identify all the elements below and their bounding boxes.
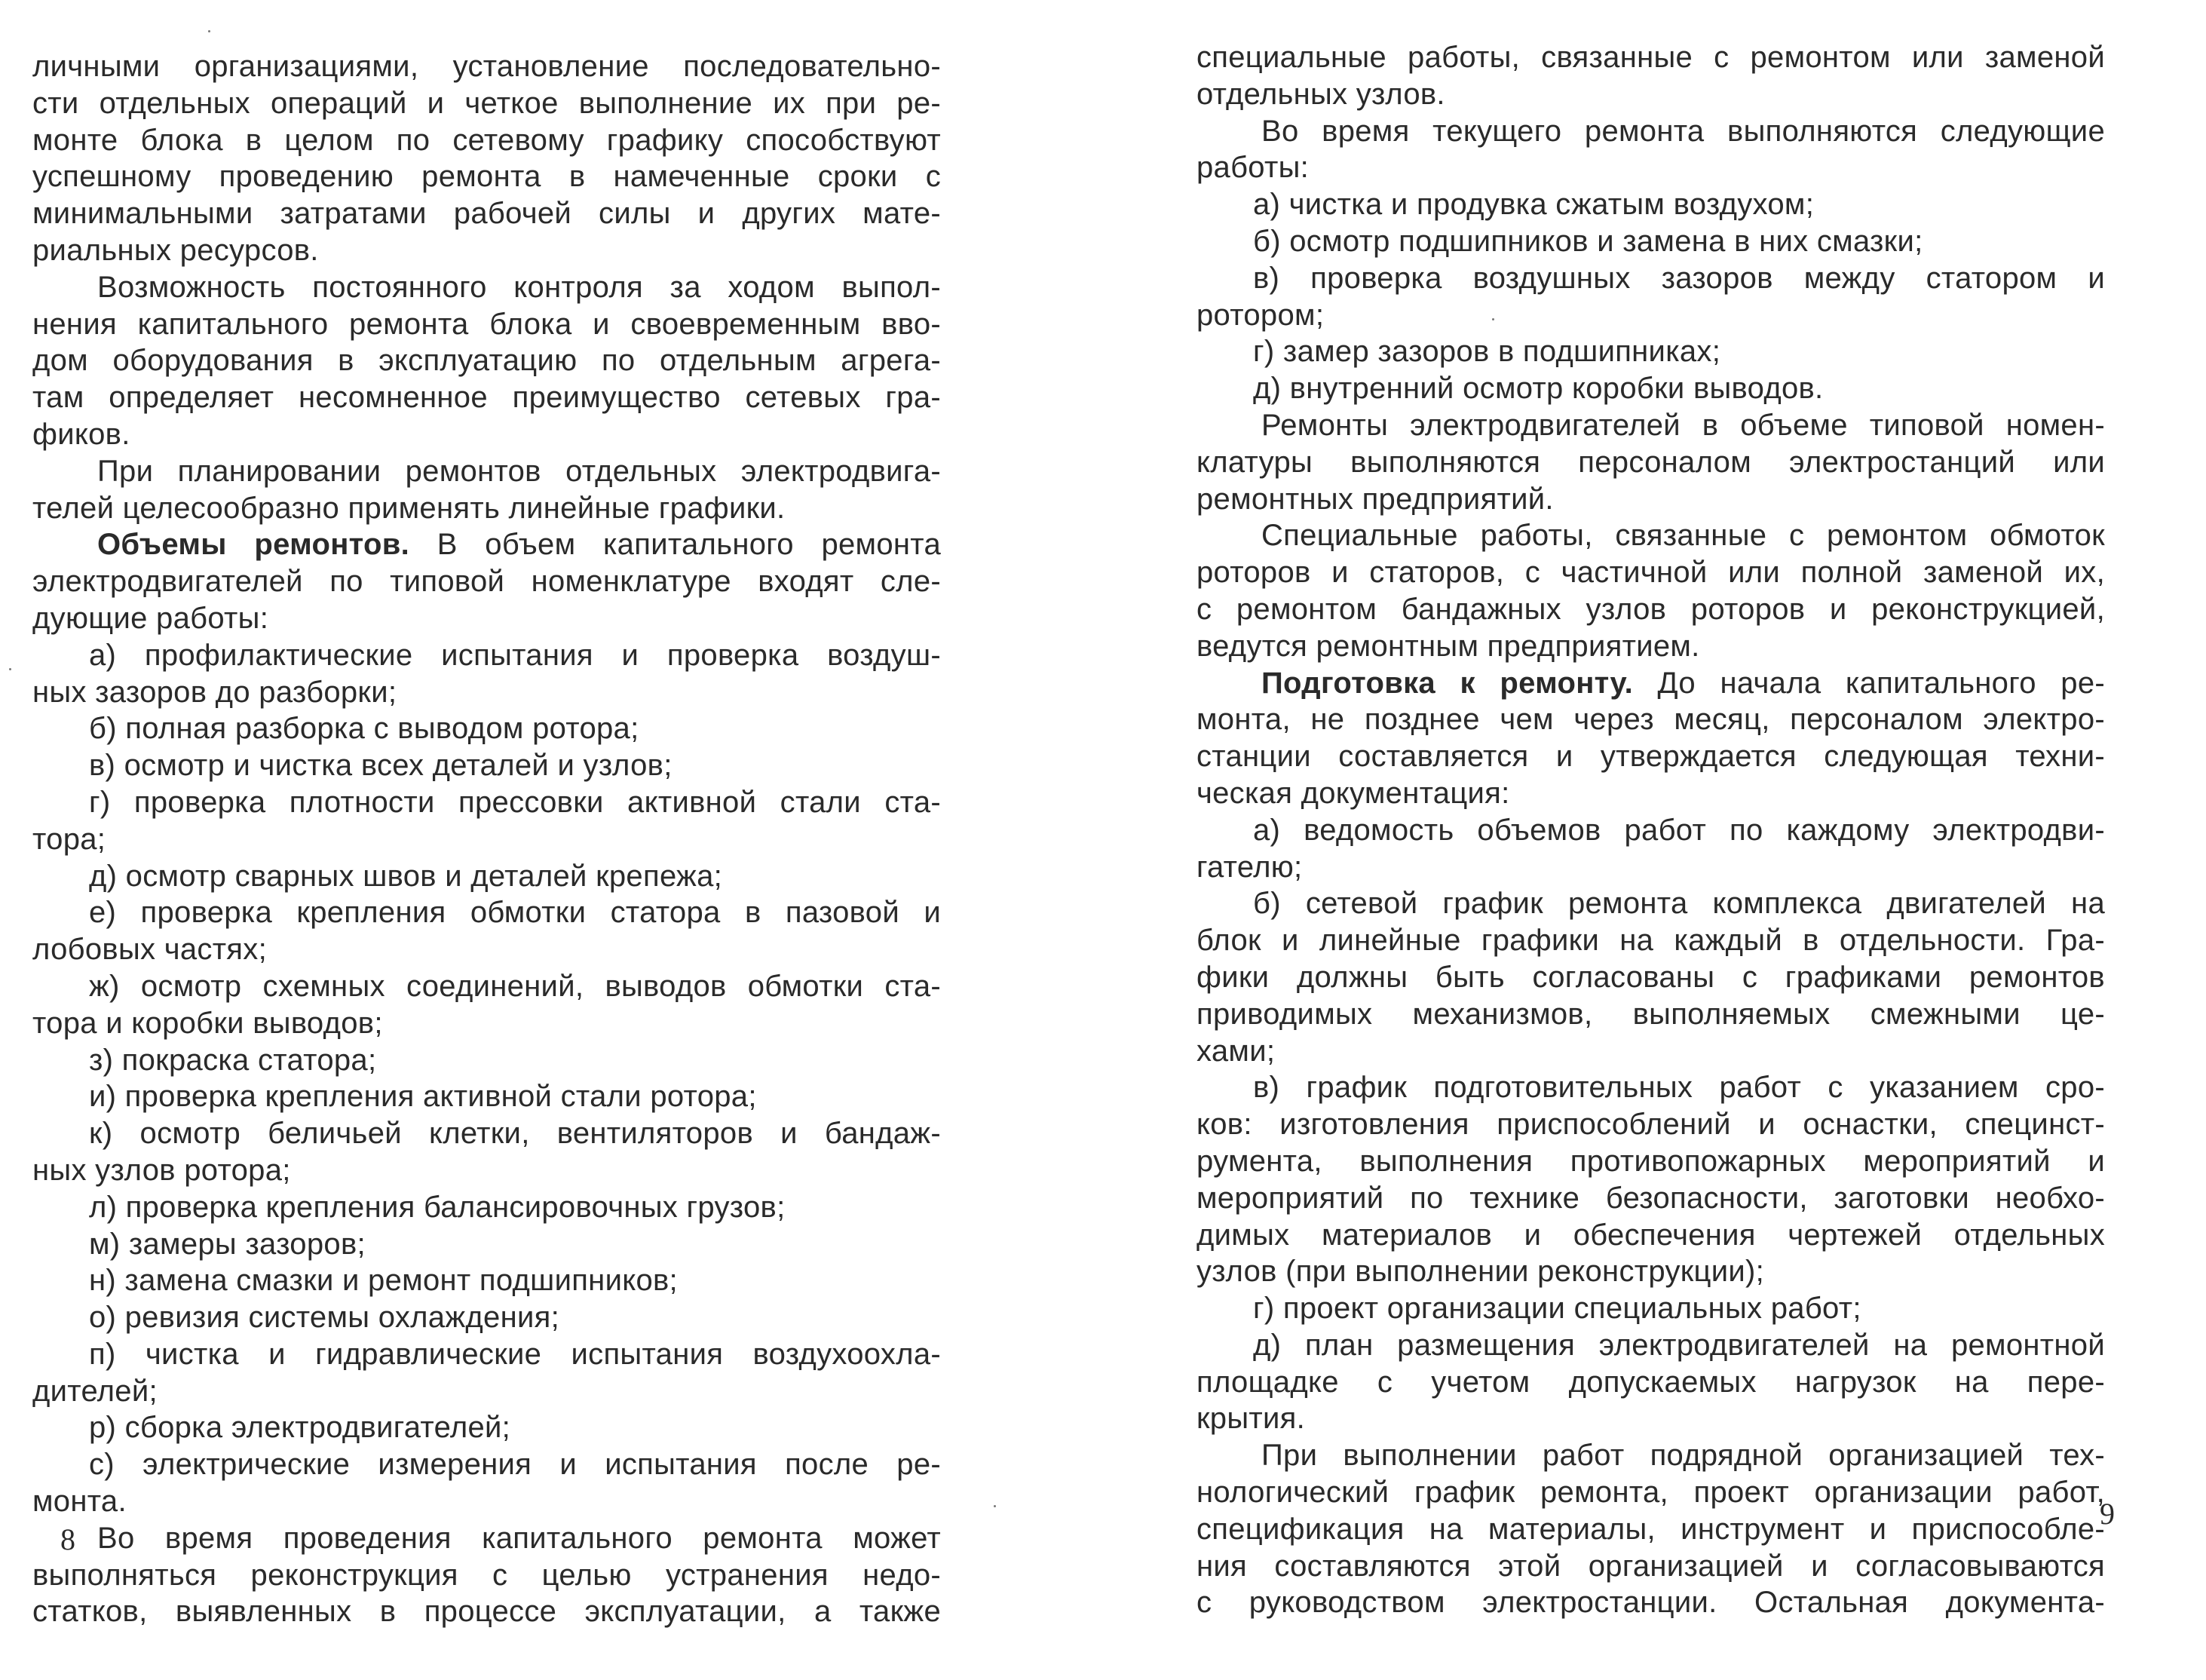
line-text: Возможность постоянного контроля за ходом выпол- [97,270,941,304]
text-line [32,1078,941,1115]
text-line [32,1409,941,1446]
text-line [1196,113,2105,150]
right-page [1103,0,2206,1680]
text-line [32,232,941,269]
line-text: электродвигателей по типовой номенклатуре входят сле- [32,565,941,599]
text-line [32,747,941,784]
text-line [1196,149,2105,186]
line-text: станции составляется и утверждается следующая техни- [1196,740,2105,774]
text-line [1196,1033,2105,1070]
text-line [32,784,941,821]
line-text: с руководством электростанции. Остальная документа- [1196,1586,2105,1620]
line-text: отдельных узлов. [1196,77,1445,111]
line-text: клатуры выполняются персоналом электростанций или [1196,445,2105,479]
text-line [1196,591,2105,628]
line-text: с ремонтом бандажных узлов роторов и реконструкцией, [1196,592,2105,626]
line-text: д) план размещения электродвигателей на ремонтной [1253,1328,2105,1362]
text-line [1196,665,2105,702]
text-line [1196,260,2105,297]
line-text: До начала капитального ре- [1657,666,2105,700]
line-text: монта, не позднее чем через месяц, персоналом электро- [1196,703,2105,737]
line-text: б) полная разборка с выводом ротора; [89,712,639,746]
text-line [1196,1474,2105,1511]
print-speck [208,30,210,32]
text-line [32,85,941,122]
line-text: фиков. [32,417,130,451]
line-text: специальные работы, связанные с ремонтом или заменой [1196,41,2105,74]
line-text: спецификация на материалы, инструмент и приспособле- [1196,1512,2105,1546]
text-line [1196,1548,2105,1585]
line-text: монте блока в целом по сетевому графику способствуют [32,123,941,157]
text-line [1196,812,2105,849]
text-line [32,1189,941,1226]
text-line [32,858,941,895]
line-text: работы: [1196,151,1310,185]
line-text: п) чистка и гидравлические испытания воздухоохла- [89,1337,941,1371]
text-line [32,269,941,306]
text-line [1196,849,2105,886]
text-line [32,637,941,674]
line-text: Во время проведения капитального ремонта может [97,1521,941,1555]
line-text: лобовых частях; [32,933,267,967]
line-text: ных узлов ротора; [32,1153,291,1187]
print-speck [1492,318,1494,320]
text-line [32,1446,941,1483]
text-line [32,968,941,1005]
line-text: в) осмотр и чистка всех деталей и узлов; [89,749,673,783]
text-line [32,1042,941,1079]
line-text: монта. [32,1485,127,1519]
line-text: г) замер зазоров в подшипниках; [1253,335,1721,369]
line-text: мероприятий по технике безопасности, заготовки необхо- [1196,1181,2105,1215]
text-line [1196,481,2105,518]
line-text: хами; [1196,1034,1276,1068]
text-line [1196,223,2105,260]
line-text: р) сборка электродвигателей; [89,1411,511,1445]
text-line [1196,517,2105,554]
text-line [32,453,941,490]
line-text: там определяет несомненное преимущество сетевых гра- [32,381,941,415]
text-line [32,1520,941,1557]
line-text: ческая документация: [1196,776,1510,810]
text-line [1196,554,2105,591]
text-line [1196,1143,2105,1180]
line-text: з) покраска статора; [89,1043,377,1077]
text-line [32,1336,941,1373]
text-line [32,48,941,85]
text-line [1196,333,2105,370]
text-line [1196,1327,2105,1364]
line-text: успешному проведению ремонта в намеченные сроки с [32,160,941,194]
text-line [32,1262,941,1299]
text-line [32,379,941,416]
line-text: д) осмотр сварных швов и деталей крепежа; [89,859,723,893]
text-line [1196,959,2105,996]
text-line [1196,1290,2105,1327]
text-line [1196,1253,2105,1290]
text-line [1196,775,2105,812]
text-line [32,894,941,931]
line-text: о) ревизия системы охлаждения; [89,1301,559,1335]
line-text: дителей; [32,1374,158,1408]
text-line [32,342,941,379]
line-text: Во время текущего ремонта выполняются следующие [1261,114,2105,148]
left-page-text [32,48,941,1630]
text-line [1196,885,2105,922]
line-text: к) осмотр беличьей клетки, вентиляторов и бандаж- [89,1117,941,1151]
line-text: а) профилактические испытания и проверка воздуш- [89,638,941,672]
line-text: в) проверка воздушных зазоров между статором и [1253,261,2105,295]
line-text: ротором; [1196,298,1325,332]
line-text: б) осмотр подшипников и замена в них смазки; [1253,224,1923,258]
line-text: телей целесообразно применять линейные графики. [32,491,786,525]
text-line [1196,922,2105,959]
text-line [32,122,941,159]
section-heading: Подготовка к ремонту. [1261,666,1633,700]
line-text: в) график подготовительных работ с указанием сро- [1253,1071,2105,1105]
text-line [32,1483,941,1520]
text-line [1196,738,2105,775]
text-line [1196,701,2105,738]
text-line [32,1152,941,1189]
line-text: г) проект организации специальных работ; [1253,1292,1861,1326]
text-line [1196,76,2105,113]
line-text: ных зазоров до разборки; [32,675,397,709]
line-text: дом оборудования в эксплуатацию по отдельным агрега- [32,344,941,378]
line-text: Ремонты электродвигателей в объеме типовой номен- [1261,408,2105,442]
text-line [1196,444,2105,481]
text-line [32,1299,941,1336]
line-text: ремонтных предприятий. [1196,482,1554,516]
text-line [32,1593,941,1630]
line-text: сти отдельных операций и четкое выполнение их при ре- [32,86,941,120]
text-line [32,490,941,527]
text-line [1196,186,2105,223]
text-line [32,306,941,343]
right-page-text [1196,39,2105,1621]
text-line [32,674,941,711]
page-number-right: 9 [2100,1497,2115,1531]
line-text: нологический график ремонта, проект организации работ, [1196,1476,2105,1510]
text-line [1196,996,2105,1033]
section-heading: Объемы ремонтов. [97,528,410,562]
line-text: димых материалов и обеспечения чертежей отдельных [1196,1218,2105,1252]
line-text: с) электрические измерения и испытания после ре- [89,1448,941,1482]
text-line [1196,1217,2105,1254]
text-line [1196,1437,2105,1474]
text-line [1196,407,2105,444]
line-text: роторов и статоров, с частичной или полной заменой их, [1196,556,2105,590]
text-line [1196,1364,2105,1401]
line-text: нения капитального ремонта блока и своевременным вво- [32,307,941,341]
text-line [1196,39,2105,76]
text-line [32,526,941,563]
line-text: л) проверка крепления балансировочных грузов; [89,1190,786,1224]
line-text: дующие работы: [32,601,269,635]
text-line [32,1557,941,1594]
text-line [1196,1511,2105,1548]
line-text: Специальные работы, связанные с ремонтом обмоток [1261,519,2105,553]
text-line [1196,628,2105,665]
line-text: При выполнении работ подрядной организацией тех- [1261,1439,2105,1473]
text-line [1196,1069,2105,1106]
page-number-left: 8 [60,1522,75,1556]
text-line [32,158,941,195]
line-text: В объем капитального ремонта [437,528,941,562]
line-text: статков, выявленных в процессе эксплуатации, а также [32,1595,941,1629]
line-text: тора; [32,822,106,856]
line-text: е) проверка крепления обмотки статора в пазовой и [89,896,941,930]
line-text: площадке с учетом допускаемых нагрузок на пере- [1196,1365,2105,1399]
line-text: ж) осмотр схемных соединений, выводов обмотки ста- [89,969,941,1003]
line-text: гателю; [1196,850,1303,884]
text-line [32,416,941,453]
line-text: узлов (при выполнении реконструкции); [1196,1255,1765,1289]
text-line [32,1226,941,1263]
text-line [1196,1400,2105,1437]
print-speck [994,1505,996,1507]
line-text: д) внутренний осмотр коробки выводов. [1253,372,1824,406]
line-text: ведутся ремонтным предприятием. [1196,629,1700,663]
line-text: ния составляются этой организацией и согласовываются [1196,1549,2105,1583]
line-text: минимальными затратами рабочей силы и других мате- [32,197,941,231]
line-text: фики должны быть согласованы с графиками ремонтов [1196,960,2105,994]
text-line [1196,1180,2105,1217]
line-text: выполняться реконструкция с целью устранения недо- [32,1558,941,1592]
line-text: приводимых механизмов, выполняемых смежными це- [1196,997,2105,1031]
text-line [1196,370,2105,407]
text-line [1196,1584,2105,1621]
line-text: крытия. [1196,1402,1306,1436]
line-text: а) ведомость объемов работ по каждому электродви- [1253,813,2105,847]
text-line [1196,297,2105,334]
line-text: румента, выполнения противопожарных мероприятий и [1196,1144,2105,1178]
line-text: ков: изготовления приспособлений и оснастки, специнст- [1196,1108,2105,1142]
line-text: блок и линейные графики на каждый в отдельности. Гра- [1196,924,2105,958]
line-text: н) замена смазки и ремонт подшипников; [89,1264,678,1298]
print-speck [9,668,11,670]
text-line [32,600,941,637]
text-line [32,1373,941,1410]
line-text: м) замеры зазоров; [89,1227,366,1261]
line-text: г) проверка плотности прессовки активной стали ста- [89,785,941,819]
text-line [1196,1106,2105,1143]
text-line [32,195,941,232]
line-text: При планировании ремонтов отдельных электродвига- [97,454,941,488]
line-text: риальных ресурсов. [32,233,319,267]
text-line [32,710,941,747]
text-line [32,821,941,858]
text-line [32,1115,941,1152]
text-line [32,1005,941,1042]
line-text: а) чистка и продувка сжатым воздухом; [1253,188,1815,222]
line-text: личными организациями, установление последовательно- [32,50,941,83]
line-text: тора и коробки выводов; [32,1006,383,1040]
line-text: и) проверка крепления активной стали ротора; [89,1080,757,1114]
text-line [32,563,941,600]
text-line [32,931,941,968]
line-text: б) сетевой график ремонта комплекса двигателей на [1253,887,2105,921]
